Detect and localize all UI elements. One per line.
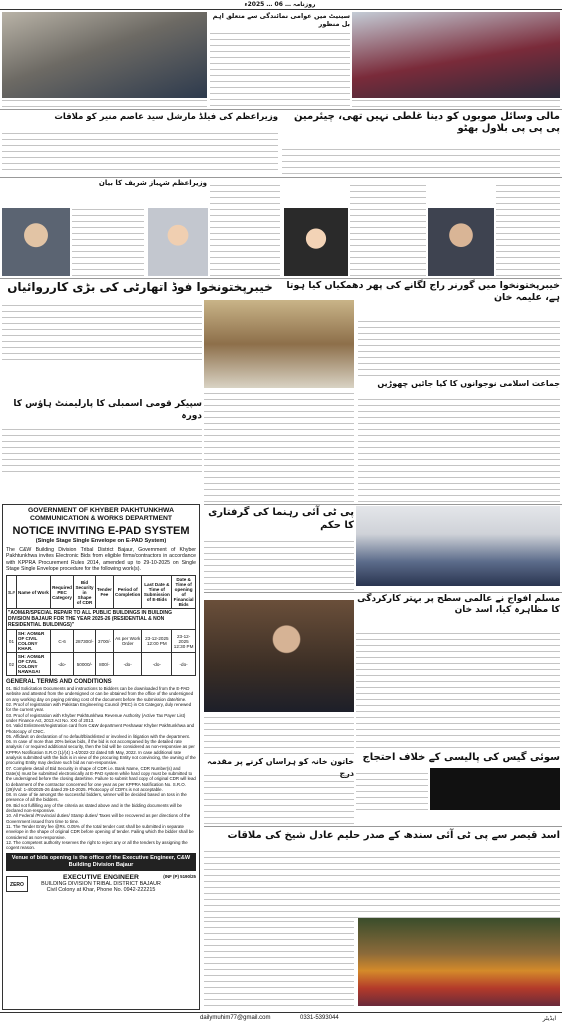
headline-jamaat: جماعت اسلامی نوجوانوں کا کیا جائیں چھوڑیں: [377, 379, 560, 388]
text-pm: [72, 208, 144, 276]
ad-terms: [6, 686, 196, 850]
term: 05. Affidavit on declaration of no default/blacklisted or involved in litigation with the department.: [6, 733, 190, 739]
ad-intro: The C&W Building Division Tribal District Bajaur, Government of Khyber Pakhtunkhwa invites Electronic Bids from eligible firms/contractors in accordance with KPPRA Procurement Rules 2014, amended up to 29-10-2025 on Single Stage Single Envelope procedure for the following work(s).: [6, 547, 196, 572]
headline-mid-right: مالی وسائل صوبوں کو دینا غلطی نہیں تھی، چیئرمین پی پی پی بلاول بھٹو: [293, 111, 560, 134]
ad-addr1: BUILDING DIVISION TRIBAL DISTRICT BAJAUR: [41, 881, 161, 888]
photo-flowers: [358, 918, 560, 1006]
photo-shehbaz: [2, 208, 70, 276]
caption-top-left: [2, 99, 207, 107]
headline-army: مسلم افواج نے عالمی سطح پر بہتر کارکردگی کا مظاہرہ کیا، اسد خان: [357, 594, 560, 615]
cell: 23-12-2025 12:30 PM: [172, 630, 196, 653]
ad-table: [6, 575, 196, 676]
text-center-2: [204, 538, 354, 590]
text-jamaat: [358, 394, 560, 502]
photo-official-desk: [204, 600, 354, 712]
term: 07. Complete detail of Bid Security in shape of CDR i.e. Bank Name, CDR Number(s) and Date(s) must be submitted electronically at E-PAD system while hard copy must be submitted to the undersigned before the closing date/time. Failure to submit hard copy of original CDR will lead to debarment of the contractor concerned for one year as per KPPRA Notification No. S.R.O. (29)/Vol: 1-4/02025-26 dated 29-10-2025. Photocopy of CDR's is not acceptable.: [6, 765, 196, 792]
photo-meeting: [356, 506, 560, 586]
headline-center: پی ٹی آئی رہنما کی گرفتاری کا حکم: [208, 507, 354, 531]
cell: As per Work Order: [113, 630, 142, 653]
photo-top-right: [352, 12, 560, 98]
cell: SH: AOM&R OF CIVIL COLONY NAWAGAI: [16, 653, 50, 676]
ad-dept: COMMUNICATION & WORKS DEPARTMENT: [29, 515, 173, 522]
text-army: [356, 630, 560, 670]
gas-banner: [430, 768, 560, 810]
cell: SH: AOM&R OF CIVIL COLONY KHAR.: [16, 630, 50, 653]
table-row: [7, 653, 196, 676]
text-right-mid: [356, 672, 560, 748]
cell: C-6: [50, 630, 73, 653]
ad-inf: (INF (P) 5190/25: [163, 874, 196, 880]
text-governor: [358, 316, 560, 376]
cell: 01: [7, 630, 17, 653]
cell: 02: [7, 653, 17, 676]
headline-top-mid: سینیٹ میں عوامی نمائندگی سے متعلق اہم بل منظور: [212, 12, 350, 28]
headline-speaker: سپیکر قومی اسمبلی کا پارلیمنٹ ہاؤس کا دورہ: [13, 399, 202, 421]
top-mid-column: [210, 12, 350, 107]
term: 11. The Tender Entry fee @Rs. 0.05% of the total tender cost shall be submitted in separate envelope in the shape of original CDR before opening of tender. Failing which the bidder shall be considered as non-responsive.: [6, 823, 194, 840]
text-women: [204, 772, 354, 824]
text-asad: [204, 846, 560, 918]
cell: 50000/-: [74, 653, 96, 676]
ad-title: NOTICE INVITING E-PAD SYSTEM: [12, 525, 190, 537]
col-open: Date & Time of opening of Financial Bids: [173, 577, 194, 608]
headline-mid-left: وزیراعظم کی فیلڈ مارشل سید عاصم منیر کو ملاقات: [54, 112, 278, 122]
col-sn: S.#: [7, 576, 17, 609]
cell: -do-: [113, 653, 142, 676]
term: 04. Valid Enlistment/registration card from C&W department Peshawar Khyber Pakhtunkhwa and Photocopy of CNIC.: [6, 723, 195, 734]
text-bottom-center: [204, 920, 354, 1006]
zero-logo: ZERO: [6, 876, 28, 892]
col-sec: Bid Security in Shape of CDR: [74, 576, 96, 609]
headline-governor: خیبرپختونخوا میں گورنر راج لگانے کی پھر دھمکیاں کیا ہوتا ہے، علیمہ خان: [286, 280, 560, 303]
ad-gov: GOVERNMENT OF KHYBER PAKHTUNKHWA: [27, 507, 174, 514]
term: 10. All Federal /Provincial duties/ Stamp duties/ Taxes will be recovered as per directions of the Government issued from time to time.: [6, 813, 191, 824]
cell: 23-12-2025 12:00 PM: [142, 630, 172, 653]
photo-shop: [204, 300, 354, 388]
cell: -do-: [50, 653, 73, 676]
ad-group: "AOM&R/SPECIAL REPAIR TO ALL PUBLIC BUILDINGS IN BUILDING DIVISION BAJAUR FOR THE YEAR 2025-26 (RESIDENTIAL & NON RESIDENTIAL BUILDINGS)": [7, 609, 196, 630]
term: 03. Proof of registration with Khyber Pakhtunkhwa Revenue Authority (Active Tax Payer List) under Finance Act, 2013 Act No. XXI of 2013.: [6, 712, 186, 723]
table-row: [7, 630, 196, 653]
term: 02. Proof of registration with Pakistan Engineering Council (PEC) in C6 Category, duly renewed for the current year.: [6, 702, 192, 713]
col-cat: Required PEC Category: [50, 576, 73, 609]
ad-footer: [6, 874, 196, 893]
footer-phone: 0331-5393044: [300, 1015, 339, 1021]
headline-gas: سوئی گیس کی پالیسی کے خلاف احتجاج: [362, 752, 560, 763]
text-far-right: [496, 180, 560, 276]
cell: -do-: [172, 653, 196, 676]
caption-top-right: [352, 99, 560, 107]
text-portrait-mid: [210, 180, 280, 276]
cell: -do-: [142, 653, 172, 676]
text-speaker: [2, 424, 202, 472]
ad-subtitle: (Single Stage Single Envelope on E-PAD System): [35, 538, 167, 544]
footer: [0, 1012, 562, 1024]
text-kp-food: [2, 300, 202, 360]
cell: 287300/-: [74, 630, 96, 653]
headline-asad: اسد قیصر سے پی ٹی آئی سندھ کے صدر حلیم عادل شیخ کی ملاقات: [227, 830, 560, 841]
footer-right: ایڈیٹر: [542, 1015, 556, 1022]
text-mid-left: [2, 128, 278, 170]
dateline: روزنامہ … 06 … 2025ء: [244, 1, 316, 8]
term: 12. The competent authority reserves the right to reject any or all the tenders by assigning the cogent reason.: [6, 839, 188, 851]
photo-top-left: [2, 12, 207, 98]
text-mid-right: [282, 144, 560, 174]
footer-email: dailymuhim77@gmail.com: [200, 1015, 271, 1021]
photo-woman-1: [148, 208, 208, 276]
ad-ee: EXECUTIVE ENGINEER: [63, 874, 139, 882]
col-fee: Tender Fee: [95, 576, 113, 609]
term: 01. Bid Solicitation Documents and instructions to Bidders can be downloaded from the E-PAD website and attested from the undersigned or can be obtained from the office of the undersigned on any working day on paying printing cost of the document before the submission date/time.: [6, 686, 194, 702]
col-work: Name of Work: [16, 576, 50, 609]
term: 09. Bid not fulfilling any of the criteria as stated above and in the bidding documents will be declared non-responsive.: [6, 802, 182, 814]
headline-pm-row: وزیراعظم شہباز شریف کا بیان: [98, 179, 207, 187]
cell: 800/-: [95, 653, 113, 676]
tender-ad: [2, 504, 200, 1010]
photo-rana: [428, 208, 494, 276]
masthead: [0, 0, 562, 10]
col-last: Last Date & Time of Submission of E-Bids: [142, 576, 172, 609]
ad-addr2: Civil Colony at Khar, Phone No. 0942-222215: [46, 887, 156, 894]
term: 08. In case of tie amongst the successful bidders, winner will be decided based on toss in the presence of all the bidders.: [6, 792, 187, 803]
text-official: [204, 714, 354, 754]
cell: 3700/-: [95, 630, 113, 653]
text-gas: [356, 768, 428, 810]
ad-venue: Venue of bids opening is the office of the Executive Engineer, C&W Building Division Bajaur: [6, 853, 196, 871]
col-period: Period of Completion: [113, 576, 142, 609]
headline-women: خاتون خانہ کو ہراساں کرنے پر مقدمہ درج: [207, 757, 354, 778]
photo-woman-2: [284, 208, 348, 276]
text-portrait-right: [350, 180, 426, 276]
ad-terms-title: GENERAL TERMS AND CONDITIONS: [6, 679, 112, 686]
headline-kp-food: خیبرپختونخوا فوڈ اتھارٹی کی بڑی کارروائیاں: [7, 280, 273, 294]
term: 06. In case of more than 20% below bids, if the bid is not accompanied by the detailed rate analysis / or required additional security, then the bid will be considered as non-responsive as per KPPRA Notification S.R.O (1)/(4) 1-4/2022-22 dated 5th May, 2022. In case additional rate analysis submitted with the bids is in view of the procuring Entity not convincing, the owning of the procuring Entity may declare such bid as non-responsive.: [6, 739, 196, 766]
text-col-center: [204, 392, 354, 502]
